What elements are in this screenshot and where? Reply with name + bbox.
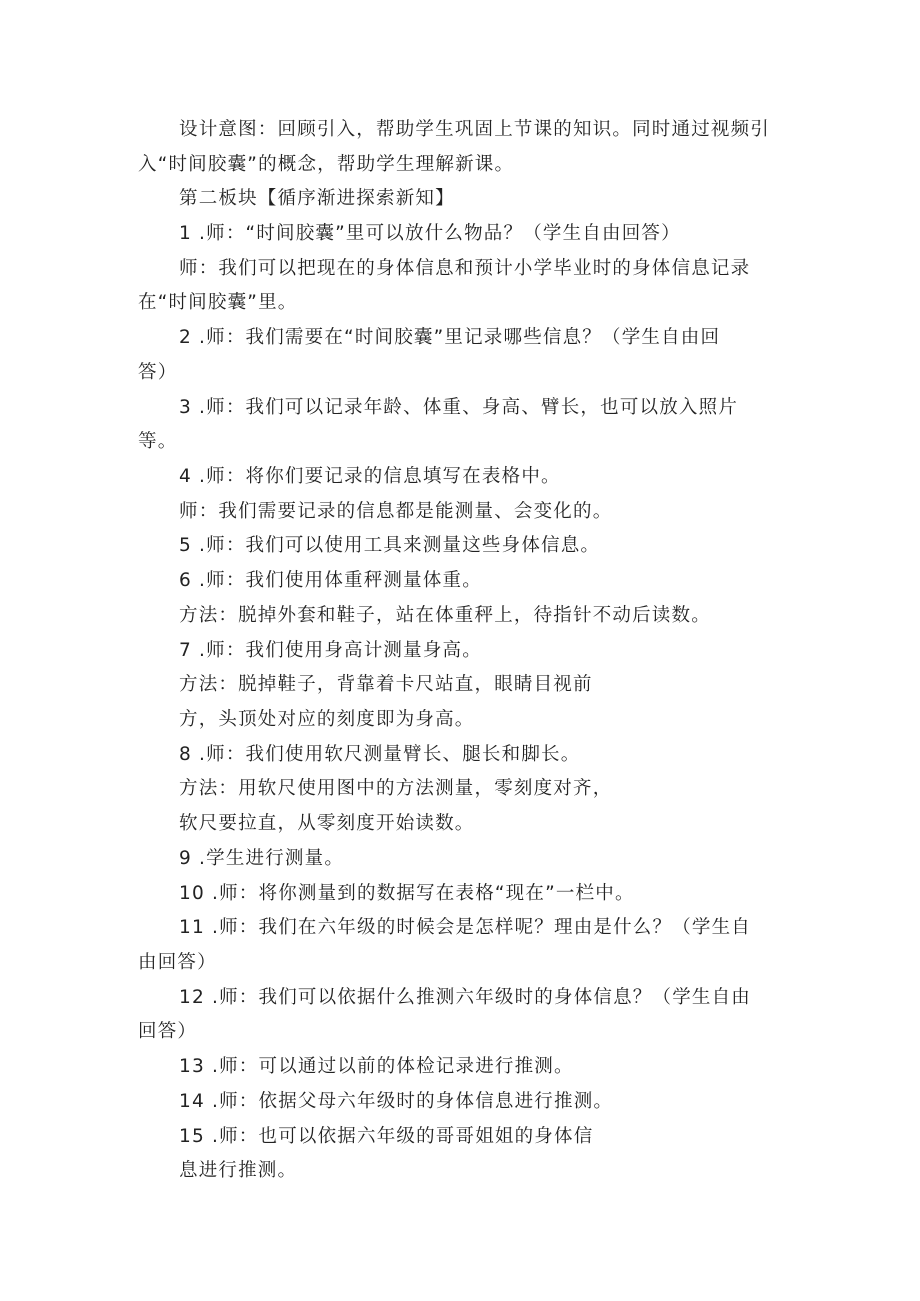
paragraph-line: 6 .师：我们使用体重秤测量体重。 <box>179 570 482 591</box>
paragraph-line: 师：我们需要记录的信息都是能测量、会变化的。 <box>179 501 613 522</box>
paragraph-line: 11 .师：我们在六年级的时候会是怎样呢？理由是什么？（学生自 <box>179 917 752 938</box>
paragraph-line: 在“时间胶囊”里。 <box>138 292 298 313</box>
paragraph-line: 12 .师：我们可以依据什么推测六年级时的身体信息？（学生自由 <box>179 987 752 1008</box>
paragraph-line: 1 .师：“时间胶囊”里可以放什么物品？（学生自由回答） <box>179 223 681 244</box>
paragraph-line: 3 .师：我们可以记录年龄、体重、身高、臂长，也可以放入照片 <box>179 397 739 418</box>
paragraph-line: 15 .师：也可以依据六年级的哥哥姐姐的身体信 <box>179 1126 594 1147</box>
paragraph-line: 方法：脱掉外套和鞋子，站在体重秤上，待指针不动后读数。 <box>179 605 711 626</box>
paragraph-line: 8 .师：我们使用软尺测量臂长、腿长和脚长。 <box>179 744 581 765</box>
paragraph-line: 13 .师：可以通过以前的体检记录进行推测。 <box>179 1056 574 1077</box>
design-intent-line-2: 入“时间胶囊”的概念，帮助学生理解新课。 <box>138 154 515 175</box>
paragraph-line: 等。 <box>138 431 178 452</box>
paragraph-line: 14 .师：依据父母六年级时的身体信息进行推测。 <box>179 1091 614 1112</box>
paragraph-line: 方法：用软尺使用图中的方法测量，零刻度对齐， <box>179 778 613 799</box>
design-intent-line-1: 设计意图：回顾引入，帮助学生巩固上节课的知识。同时通过视频引 <box>179 119 771 140</box>
paragraph-line: 方，头顶处对应的刻度即为身高。 <box>179 709 475 730</box>
paragraph-line: 2 .师：我们需要在“时间胶囊”里记录哪些信息？（学生自由回 <box>179 327 721 348</box>
paragraph-line: 方法：脱掉鞋子，背靠着卡尺站直，眼睛目视前 <box>179 674 593 695</box>
paragraph-line: 息进行推测。 <box>179 1160 298 1181</box>
paragraph-line: 软尺要拉直，从零刻度开始读数。 <box>179 813 475 834</box>
paragraph-line: 9 .学生进行测量。 <box>179 848 345 869</box>
paragraph-line: 回答） <box>138 1021 198 1042</box>
paragraph-line: 7 .师：我们使用身高计测量身高。 <box>179 640 482 661</box>
section-heading: 第二板块【循序渐进探索新知】 <box>179 188 455 209</box>
paragraph-line: 师：我们可以把现在的身体信息和预计小学毕业时的身体信息记录 <box>179 258 751 279</box>
paragraph-line: 4 .师：将你们要记录的信息填写在表格中。 <box>179 466 561 487</box>
paragraph-line: 由回答） <box>138 952 217 973</box>
paragraph-line: 10 .师：将你测量到的数据写在表格“现在”一栏中。 <box>179 883 635 904</box>
paragraph-line: 答） <box>138 362 178 383</box>
paragraph-line: 5 .师：我们可以使用工具来测量这些身体信息。 <box>179 535 601 556</box>
